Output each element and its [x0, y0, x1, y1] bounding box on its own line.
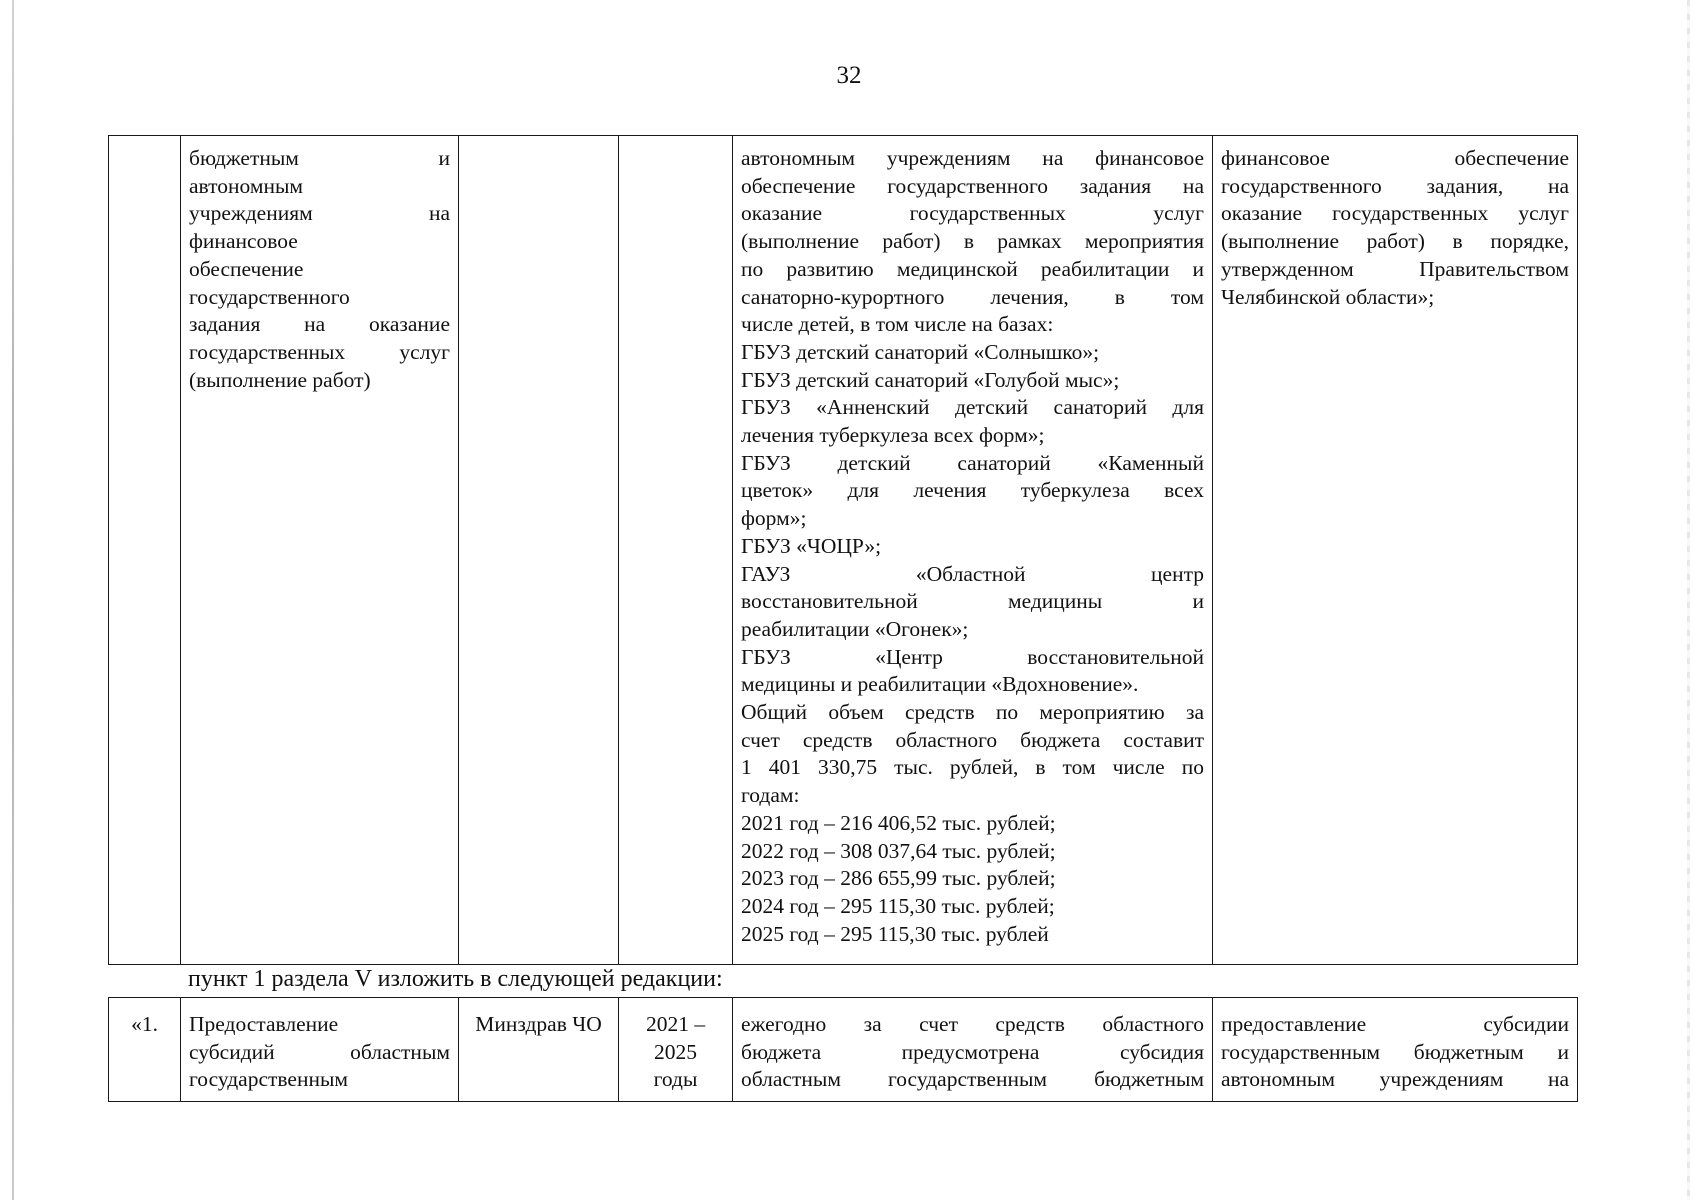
text-line: предоставление субсидии [1221, 1012, 1569, 1036]
result-cell [1213, 136, 1578, 965]
text-line: ГБУЗ «Анненский детский санаторий для [741, 395, 1204, 420]
text-line: Челябинской области»; [1221, 284, 1435, 309]
text-line: финансовое [189, 229, 298, 254]
text-line: ГБУЗ детский санаторий «Голубой мыс»; [741, 367, 1120, 392]
text-line: автономным учреждениям на финансовое [741, 146, 1204, 170]
result-cell [1213, 998, 1578, 1102]
text-line: ежегодно за счет средств областного [741, 1012, 1204, 1036]
text-line: автономным учреждениям на [1221, 1067, 1569, 1092]
text-line: Предоставление [189, 1012, 339, 1036]
text-line: счет средств областного бюджета составит [741, 727, 1204, 752]
text-line: 2025 год – 295 115,30 тыс. рублей [741, 921, 1049, 946]
scan-edge-right [1687, 0, 1690, 1200]
text-line: ГБУЗ «Центр восстановительной [741, 644, 1204, 669]
text-line: задания на оказание [189, 312, 450, 337]
text-line: (выполнение работ) в рамках мероприятия [741, 229, 1204, 254]
table-row [109, 136, 1578, 965]
text-line: 2023 год – 286 655,99 тыс. рублей; [741, 866, 1056, 891]
text-line: государственных услуг [189, 339, 450, 364]
text-line: ГБУЗ «ЧОЦР»; [741, 533, 882, 558]
text-line: годы [653, 1067, 698, 1092]
text-line: бюджетным и [189, 146, 450, 170]
scan-edge-left [12, 0, 14, 1200]
text-line: государственным [189, 1067, 349, 1092]
text-line: учреждениям на [189, 201, 450, 226]
text-line: 2021 – [645, 1012, 706, 1036]
text-line: годам: [741, 783, 800, 808]
text-line: оказание государственных услуг [1221, 201, 1569, 226]
continuation-table [108, 135, 1578, 965]
text-line: ГАУЗ «Областной центр [741, 561, 1204, 586]
new-edition-table [108, 997, 1578, 1102]
period-cell [619, 136, 733, 965]
text-line: цветок» для лечения туберкулеза всех [741, 478, 1204, 503]
text-line: ГБУЗ детский санаторий «Солнышко»; [741, 339, 1100, 364]
description-cell [733, 136, 1213, 965]
text-line: 2024 год – 295 115,30 тыс. рублей; [741, 893, 1055, 918]
text-line: форм»; [741, 506, 807, 531]
text-line: государственного задания, на [1221, 173, 1569, 198]
activity-name-cell [181, 998, 459, 1102]
amendment-instruction: пункт 1 раздела V изложить в следующей редакции: [188, 966, 723, 992]
table-row [109, 998, 1578, 1102]
text-line: оказание государственных услуг [741, 201, 1204, 226]
text-line: медицины и реабилитации «Вдохновение». [741, 672, 1139, 697]
text-line: утвержденном Правительством [1221, 256, 1569, 281]
text-line: государственного [189, 284, 350, 309]
text-line: автономным [189, 173, 304, 198]
text-line: по развитию медицинской реабилитации и [741, 256, 1204, 281]
period-cell [619, 998, 733, 1102]
text-line: ГБУЗ детский санаторий «Каменный [741, 450, 1204, 475]
text-line: (выполнение работ) в порядке, [1221, 229, 1569, 254]
text-line: государственным бюджетным и [1221, 1039, 1569, 1064]
executor-cell [459, 136, 619, 965]
text-line: 2025 [654, 1039, 697, 1064]
text-line: реабилитации «Огонек»; [741, 616, 969, 641]
text-line: лечения туберкулеза всех форм»; [741, 423, 1045, 448]
description-cell [733, 998, 1213, 1102]
text-line: санаторно-курортного лечения, в том [741, 284, 1204, 309]
text-line: (выполнение работ) [189, 367, 371, 392]
text-line: 2021 год – 216 406,52 тыс. рублей; [741, 810, 1056, 835]
text-line: числе детей, в том числе на базах: [741, 312, 1054, 337]
text-line: восстановительной медицины и [741, 589, 1204, 614]
activity-name-cell [181, 136, 459, 965]
text-line: 1 401 330,75 тыс. рублей, в том числе по [741, 755, 1204, 780]
text-line: финансовое обеспечение [1221, 146, 1569, 170]
item-number: «1. [131, 1012, 158, 1036]
text-line: Общий объем средств по мероприятию за [741, 700, 1204, 725]
text-line: бюджета предусмотрена субсидия [741, 1039, 1204, 1064]
text-line: обеспечение государственного задания на [741, 173, 1204, 198]
text-line: обеспечение [189, 256, 304, 281]
text-line: субсидий областным [189, 1039, 450, 1064]
executor-text: Минздрав ЧО [475, 1012, 602, 1036]
number-cell [109, 998, 181, 1102]
text-line: областным государственным бюджетным [741, 1067, 1204, 1092]
number-cell [109, 136, 181, 965]
executor-cell [459, 998, 619, 1102]
text-line: 2022 год – 308 037,64 тыс. рублей; [741, 838, 1056, 863]
page-number: 32 [836, 62, 862, 89]
